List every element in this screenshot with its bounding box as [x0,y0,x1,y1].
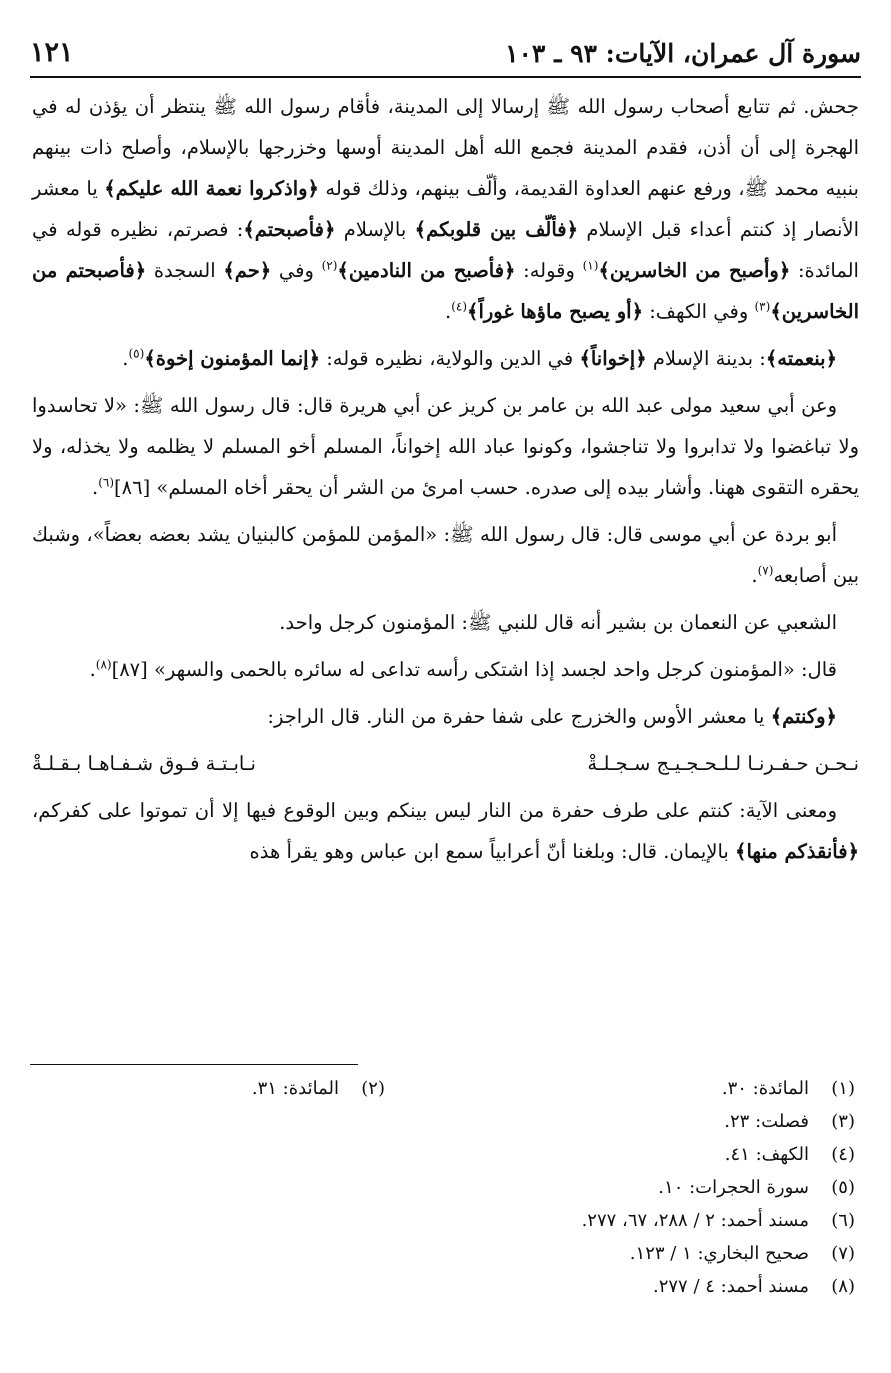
quran-quote: ﴿فأصبح من النادمين﴾ [337,259,516,282]
footnote-text: مسند أحمد: ٤ / ٢٧٧. [652,1276,809,1297]
text-run: : فصرتم، نظيره قوله في المائدة: [32,218,859,282]
footnote-item [252,1072,385,1105]
poem-hemistich-1: نـحـن حـفـرنـا لـلـحـجـيـج سـجـلـةْ [587,752,859,775]
footnote-text: سورة الحجرات: ١٠. [658,1177,809,1198]
footnote-text: مسند أحمد: ٢ / ٢٨٨، ٦٧، ٢٧٧. [581,1210,809,1231]
quran-quote: ﴿واذكروا نعمة الله عليكم﴾ [104,177,319,200]
footnote-number: (٧) [831,1243,855,1264]
footnote-number: (٤) [831,1144,855,1165]
text-run: . [122,347,129,370]
text-run: ومعنى الآية: كنتم على طرف حفرة من النار ليس بينكم وبين الوقوع فيها إلا أن تموتوا على كفركم، [32,799,837,822]
footnote-item [385,1072,855,1105]
quran-quote: ﴿أو يصبح ماؤها غوراً﴾ [467,300,644,323]
paragraph-2 [32,338,859,379]
footnotes [30,1072,855,1303]
text-run: وفي الكهف: [643,300,755,323]
paragraph-7 [32,696,859,737]
footnote-ref[interactable]: (٧) [757,563,774,578]
footnote-divider [30,1064,358,1065]
text-run: يا معشر الأنصار إذ كنتم أعداء قبل الإسلام [32,177,860,241]
text-run: . [89,658,96,681]
text-run: يا معشر الأوس والخزرج على شفا حفرة من النار. قال الراجز: [267,705,771,728]
footnote-row [30,1072,855,1105]
quran-quote: ﴿وكنتم﴾ [770,705,837,728]
running-title: سورة آل عمران، الآيات: ٩٣ ـ ١٠٣ [505,39,861,68]
quran-quote: ﴿حم﴾ [223,259,272,282]
text-run: . [751,564,758,587]
paragraph-1 [32,86,859,332]
footnote-item [30,1105,855,1138]
footnote-ref[interactable]: (٥) [128,346,145,361]
page-header [30,28,861,68]
text-run: في الدين والولاية، نظيره قوله: [320,347,580,370]
text-run: الشعبي عن النعمان بن بشير أنه قال للنبي ﷺ: المؤمنون كرجل واحد. [279,611,837,634]
footnote-number: (٢) [361,1078,385,1099]
quran-quote: ﴿إنما المؤمنون إخوة﴾ [144,347,320,370]
main-text [32,86,859,878]
paragraph-4 [32,514,859,596]
footnote-text: الكهف: ٤١. [724,1144,809,1165]
footnote-ref[interactable]: (٣) [754,299,771,314]
text-run: . [444,300,452,323]
text-run: السجدة [146,259,224,282]
page-number: ١٢١ [30,37,74,68]
text-run: وعن أبي سعيد مولى عبد الله بن عامر بن كريز عن أبي هريرة قال: قال رسول الله ﷺ: «لا تحاسدوا ولا تباغضوا ولا تدابروا ولا تناجشوا، وكونوا عباد الله إخواناً، المسلم أخو المسلم لا يظلمه ولا يخذله، ولا يحقره التقوى ههنا. وأشار بيده إلى صدره. حسب امرئ من الشر أن يحقر أخاه المسلم» [٨٦] [32,394,859,499]
quran-quote: ﴿فأصبحتم من الخاسرين﴾ [32,259,859,323]
text-run: وفي [271,259,322,282]
footnote-number: (٨) [831,1276,855,1297]
footnote-ref[interactable]: (٢) [321,258,338,273]
text-run: بالإسلام [335,218,415,241]
text-run: . [92,476,99,499]
footnote-ref[interactable]: (٨) [95,657,112,672]
footnote-number: (٣) [831,1111,855,1132]
quran-quote: ﴿بنعمته﴾ [765,347,837,370]
paragraph-3 [32,385,859,508]
footnote-item [30,1138,855,1171]
footnote-item [30,1204,855,1237]
footnote-text: المائدة: ٣٠. [721,1078,809,1099]
paragraph-5 [32,602,859,643]
footnote-text: فصلت: ٢٣. [724,1111,809,1132]
paragraph-6 [32,649,859,690]
quran-quote: ﴿وأصبح من الخاسرين﴾ [598,259,791,282]
text-run: أبو بردة عن أبي موسى قال: قال رسول الله ﷺ: «المؤمن للمؤمن كالبنيان يشد بعضه بعضاً»، وشبك بين أصابعه [32,523,859,587]
footnote-item [30,1270,855,1303]
text-run: قال: «المؤمنون كرجل واحد لجسد إذا اشتكى رأسه تداعى له سائره بالحمى والسهر» [٨٧] [111,658,837,681]
text-run: بالإيمان. قال: وبلغنا أنّ أعرابياً سمع ابن عباس وهو يقرأ هذه [249,840,736,863]
text-run: وقوله: [515,259,583,282]
footnote-number: (٥) [831,1177,855,1198]
footnote-number: (١) [831,1078,855,1099]
footnote-ref[interactable]: (١) [582,258,599,273]
footnote-number: (٦) [831,1210,855,1231]
poem-hemistich-2: نـابـتـة فـوق شـفـاهـا بـقـلـةْ [32,752,256,775]
poem-verse [32,743,859,784]
quran-quote: ﴿فأصبحتم﴾ [243,218,336,241]
quran-quote: ﴿فألّف بين قلوبكم﴾ [414,218,579,241]
text-run: : بدينة الإسلام [646,347,766,370]
footnote-item [30,1237,855,1270]
footnote-text: المائدة: ٣١. [251,1078,339,1099]
footnote-ref[interactable]: (٤) [451,299,468,314]
footnote-text: صحيح البخاري: ١ / ١٢٣. [629,1243,809,1264]
text-run: جحش. ثم تتابع أصحاب رسول الله ﷺ إرسالا إلى المدينة، فأقام رسول الله ﷺ ينتظر أن يؤذن له في الهجرة إلى أن أذن، فقدم المدينة فجمع الله أهل المدينة أوسها وخزرجها بالإسلام، وأصلح ذات بينهم بنبيه محمد ﷺ، ورفع عنهم العداوة القديمة، وألّف بينهم، وذلك قوله [32,95,859,200]
paragraph-8 [32,790,859,872]
header-divider [30,76,861,78]
footnote-item [30,1171,855,1204]
footnote-ref[interactable]: (٦) [98,475,115,490]
quran-quote: ﴿إخواناً﴾ [579,347,647,370]
quran-quote: ﴿فأنقذكم منها﴾ [735,840,859,863]
